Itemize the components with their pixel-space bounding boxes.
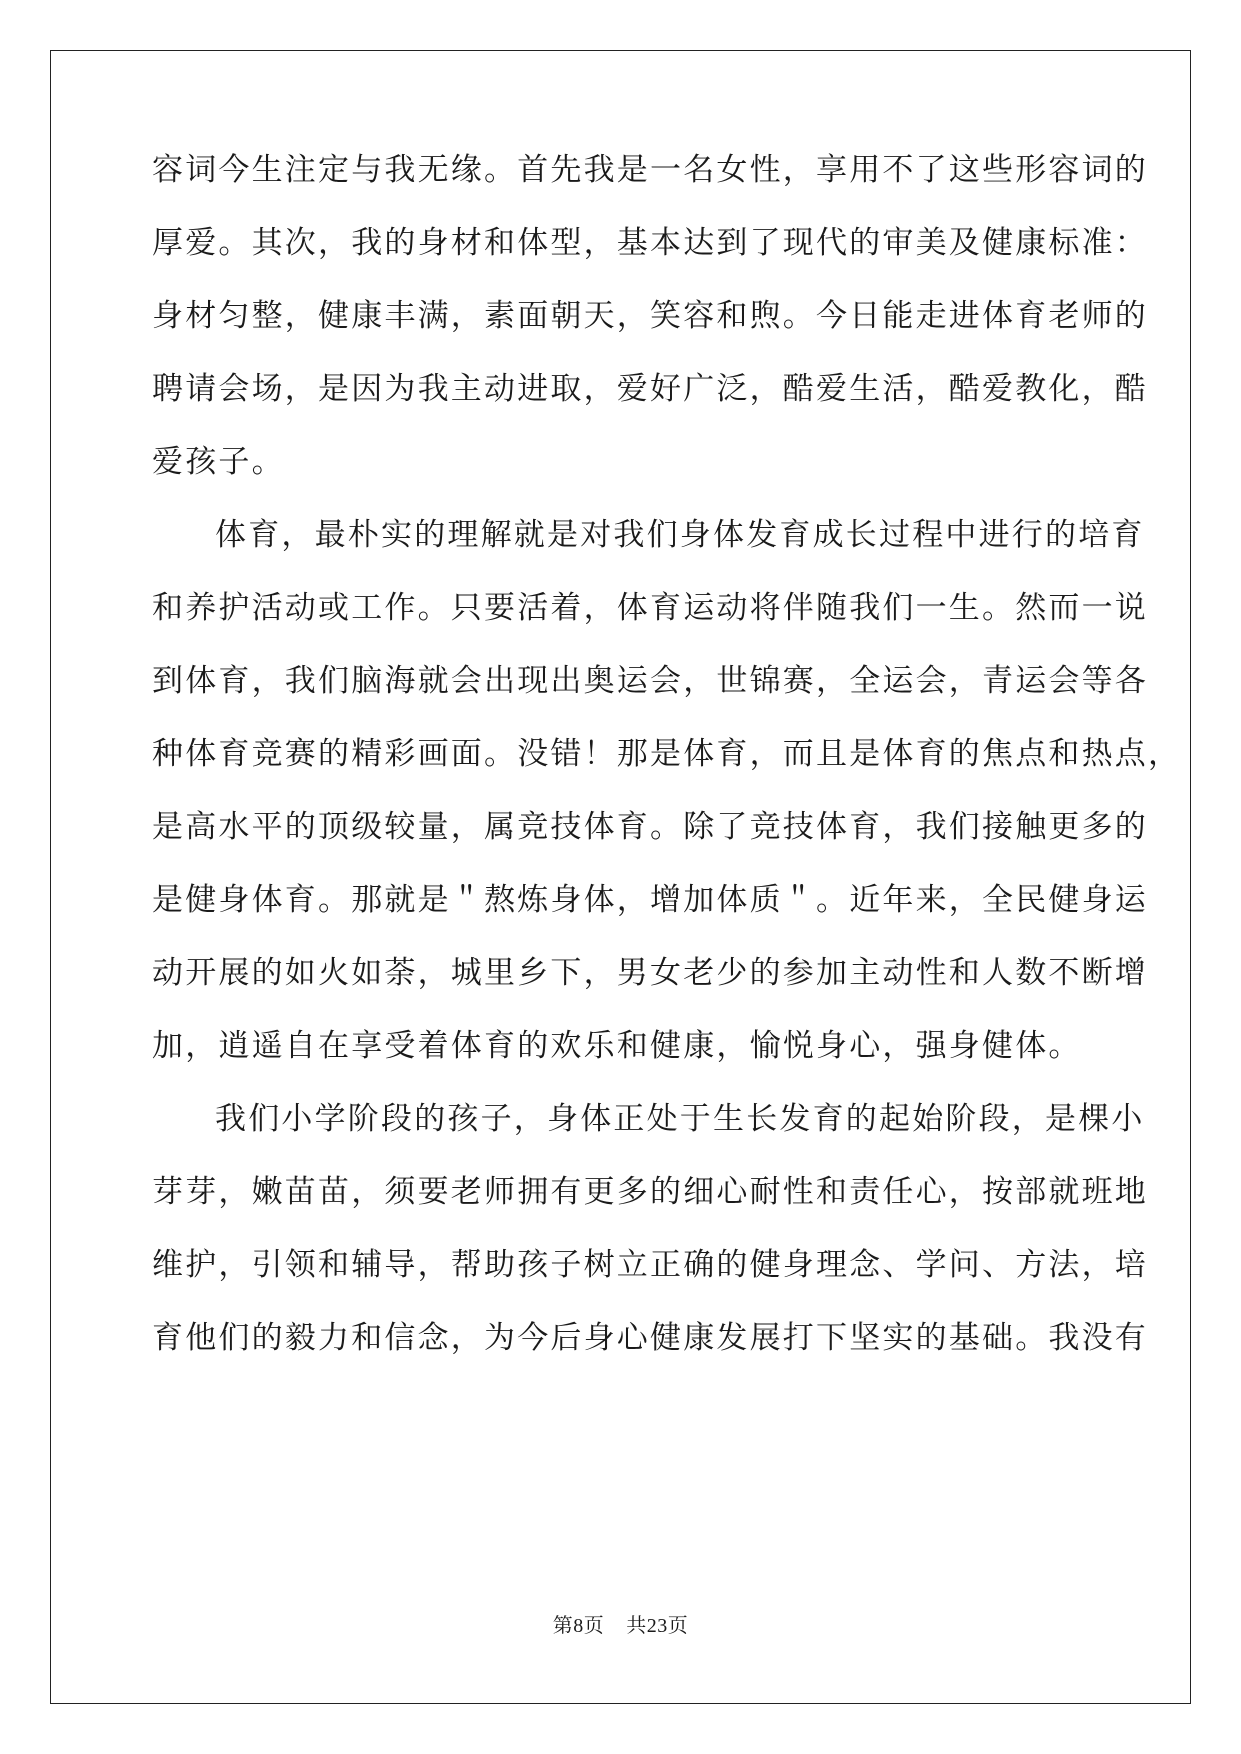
text-line: 身材匀整，健康丰满，素面朝天，笑容和煦。今日能走进体育老师的	[152, 298, 1148, 334]
page-total: 共23页	[626, 1615, 689, 1637]
paragraph-start-line: 体育，最朴实的理解就是对我们身体发育成长过程中进行的培育	[215, 517, 1145, 553]
text-line: 聘请会场，是因为我主动进取，爱好广泛，酷爱生活，酷爱教化，酷	[152, 371, 1148, 407]
text-line: 维护，引领和辅导，帮助孩子树立正确的健身理念、学问、方法，培	[152, 1247, 1148, 1283]
page-number: 第8页	[552, 1615, 605, 1637]
text-line: 加，逍遥自在享受着体育的欢乐和健康，愉悦身心，强身健体。	[152, 1028, 1082, 1064]
text-line: 种体育竞赛的精彩画面。没错！那是体育，而且是体育的焦点和热点，	[152, 736, 1182, 772]
text-line: 动开展的如火如荼，城里乡下，男女老少的参加主动性和人数不断增	[152, 955, 1148, 991]
text-line: 到体育，我们脑海就会出现出奥运会，世锦赛，全运会，青运会等各	[152, 663, 1148, 699]
text-line: 是高水平的顶级较量，属竞技体育。除了竞技体育，我们接触更多的	[152, 809, 1148, 845]
text-line: 是健身体育。那就是＂熬炼身体，增加体质＂。近年来，全民健身运	[152, 882, 1148, 918]
text-line: 育他们的毅力和信念，为今后身心健康发展打下坚实的基础。我没有	[152, 1320, 1148, 1356]
paragraph-start-line: 我们小学阶段的孩子，身体正处于生长发育的起始阶段，是棵小	[215, 1101, 1145, 1137]
text-line: 容词今生注定与我无缘。首先我是一名女性，享用不了这些形容词的	[152, 152, 1148, 188]
text-line: 爱孩子。	[152, 444, 285, 480]
text-line: 芽芽，嫩苗苗，须要老师拥有更多的细心耐性和责任心，按部就班地	[152, 1174, 1148, 1210]
page-footer	[0, 1609, 1241, 1638]
text-line: 和养护活动或工作。只要活着，体育运动将伴随我们一生。然而一说	[152, 590, 1148, 626]
text-line: 厚爱。其次，我的身材和体型，基本达到了现代的审美及健康标准：	[152, 225, 1148, 261]
